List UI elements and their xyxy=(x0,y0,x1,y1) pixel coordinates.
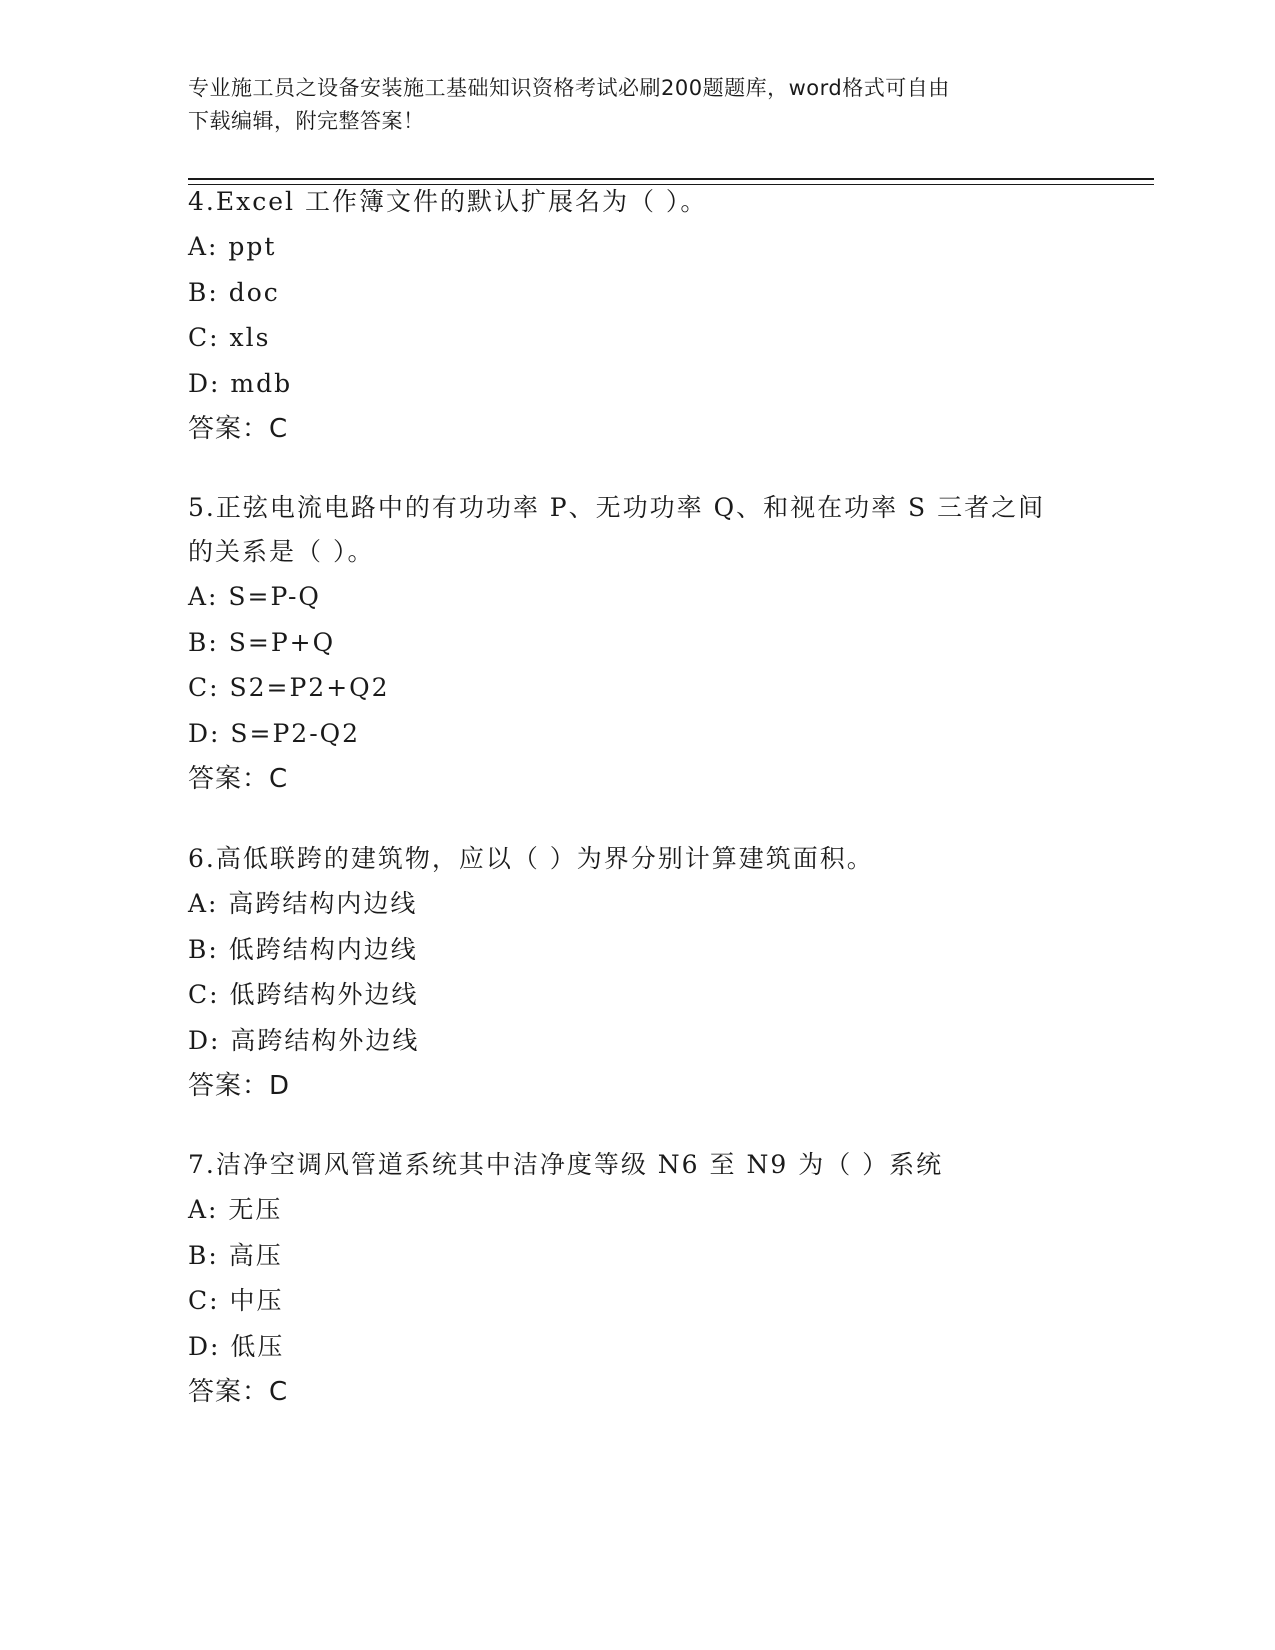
document-header xyxy=(188,72,1088,138)
option-c: C: 中压 xyxy=(188,1286,284,1315)
option-c: C: 低跨结构外边线 xyxy=(188,980,419,1009)
question-4 xyxy=(188,180,1148,452)
option-c: C: xls xyxy=(188,323,271,352)
answer-label: 答案：C xyxy=(188,414,289,444)
option-a: A: ppt xyxy=(188,232,277,261)
option-b: B: doc xyxy=(188,277,280,307)
question-6 xyxy=(188,837,1148,1109)
question-stem: 7.洁净空调风管道系统其中洁净度等级 N6 至 N9 为（ ）系统 xyxy=(188,1150,944,1179)
question-stem-line-1: 5.正弦电流电路中的有功功率 P、无功功率 Q、和视在功率 S 三者之间 xyxy=(188,493,1046,522)
header-line-1: 专业施工员之设备安装施工基础知识资格考试必刷200题题库，word格式可自由 xyxy=(188,76,950,100)
answer-label: 答案：C xyxy=(188,764,289,794)
question-5 xyxy=(188,486,1148,802)
option-c: C: S2=P2+Q2 xyxy=(188,673,390,702)
header-line-2: 下载编辑，附完整答案！ xyxy=(188,109,425,133)
question-7 xyxy=(188,1143,1148,1415)
answer-label: 答案：C xyxy=(188,1377,289,1407)
option-d: D: S=P2-Q2 xyxy=(188,718,361,748)
question-stem: 6.高低联跨的建筑物，应以（ ）为界分别计算建筑面积。 xyxy=(188,844,874,873)
question-stem: 4.Excel 工作簿文件的默认扩展名为（ ）。 xyxy=(188,187,708,216)
option-d: D: 高跨结构外边线 xyxy=(188,1025,420,1055)
option-b: B: 低跨结构内边线 xyxy=(188,934,418,964)
option-b: B: 高压 xyxy=(188,1240,283,1270)
option-b: B: S=P+Q xyxy=(188,627,336,657)
option-d: D: 低压 xyxy=(188,1331,285,1361)
option-a: A: 高跨结构内边线 xyxy=(188,889,418,918)
option-d: D: mdb xyxy=(188,368,293,398)
answer-label: 答案：D xyxy=(188,1071,291,1101)
question-stem-line-2: 的关系是（ ）。 xyxy=(188,537,375,566)
option-a: A: 无压 xyxy=(188,1195,283,1224)
option-a: A: S=P-Q xyxy=(188,582,321,611)
